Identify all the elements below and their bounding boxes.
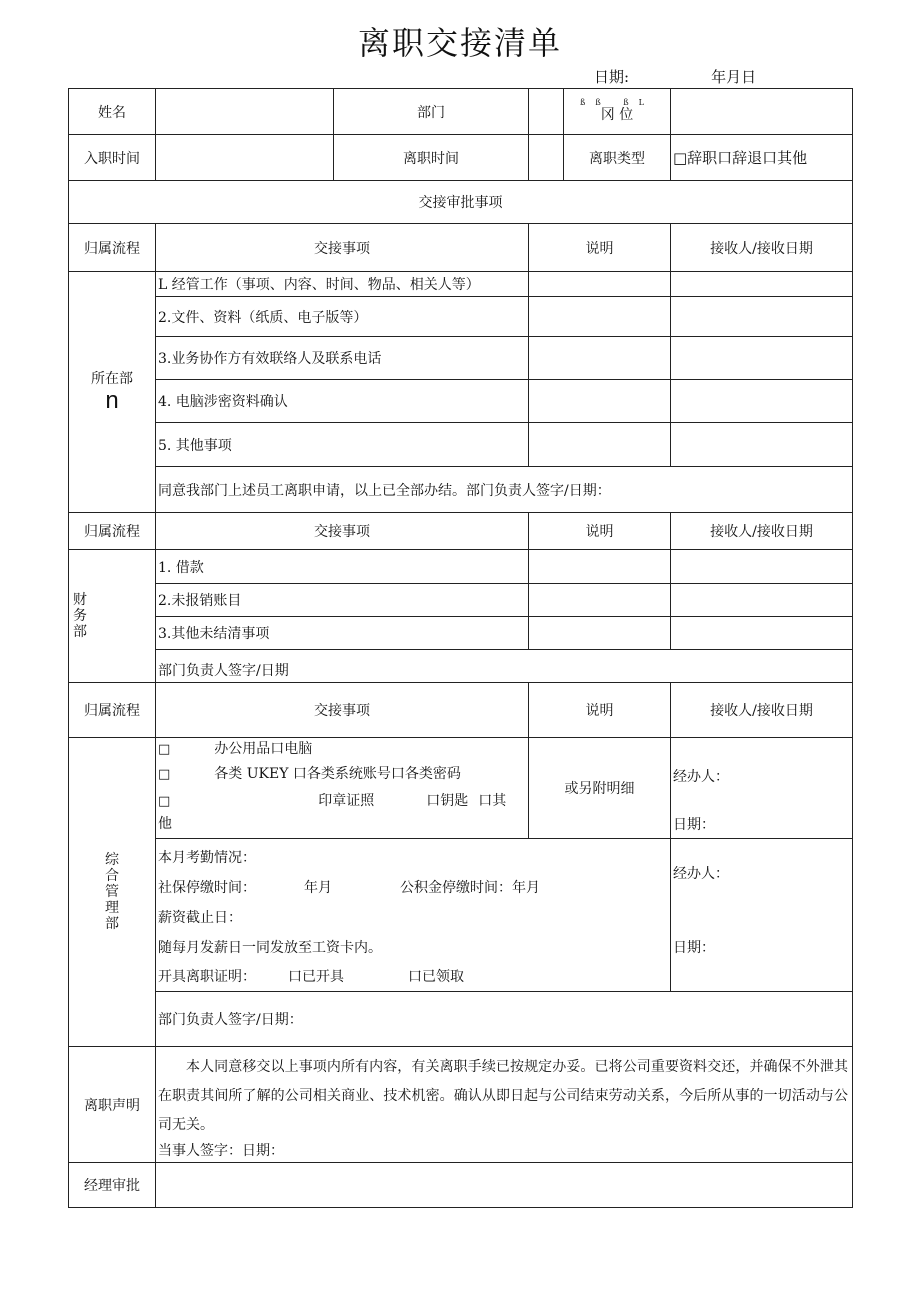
dept-block-label-line1: 所在部 xyxy=(91,371,133,387)
dept-item-1-note[interactable] xyxy=(529,272,671,297)
header-note: 说明 xyxy=(529,683,671,738)
admin-handler-label: 经办人： xyxy=(673,769,729,785)
dept-label: 部门 xyxy=(334,89,529,135)
position-small-text: ßß ßL xyxy=(580,97,654,107)
date-line xyxy=(594,66,756,87)
dept-item-5-receiver[interactable] xyxy=(671,423,853,467)
admin-block-label-text: 综合管理部 xyxy=(105,851,119,933)
manager-approval-label: 经理审批 xyxy=(69,1163,156,1208)
leave-time-field[interactable] xyxy=(529,135,564,181)
finance-item-2: 2.未报销账目 xyxy=(156,584,529,617)
dept-item-3-note[interactable] xyxy=(529,337,671,380)
admin-checklist-row2: 各类 UKEY 口各类系统账号口各类密码 xyxy=(214,766,461,782)
admin-hr-lines xyxy=(156,839,671,992)
hr-cert-received[interactable]: 口已领取 xyxy=(408,969,464,985)
dept-item-1: L 经管工作（事项、内容、时间、物品、相关人等） xyxy=(156,272,529,297)
hire-time-label: 入职时间 xyxy=(69,135,156,181)
dept-field[interactable] xyxy=(529,89,564,135)
name-field[interactable] xyxy=(156,89,334,135)
admin-checklist xyxy=(156,738,529,839)
finance-sign-text: 部门负责人签字/日期 xyxy=(156,650,853,683)
dept-item-3: 3.业务协作方有效联络人及联系电话 xyxy=(156,337,529,380)
declaration-cell xyxy=(156,1047,853,1163)
leave-time-label: 离职时间 xyxy=(334,135,529,181)
hr-salary-end: 薪资截止日： xyxy=(158,910,242,926)
dept-item-4-note[interactable] xyxy=(529,380,671,423)
admin-checklist-row1: 办公用品口电脑 xyxy=(214,741,313,757)
header-receiver: 接收人/接收日期 xyxy=(671,224,853,272)
dept-item-4-receiver[interactable] xyxy=(671,380,853,423)
leave-type-options[interactable]: □辞职口辞退口其他 xyxy=(671,135,853,181)
manager-approval-field[interactable] xyxy=(156,1163,853,1208)
dept-block-label-line2: n xyxy=(105,386,119,414)
hr-fund-label: 公积金停缴时间：年月 xyxy=(400,880,540,896)
finance-item-3-note[interactable] xyxy=(529,617,671,650)
checkbox-icon[interactable]: □ xyxy=(158,794,171,809)
header-receiver: 接收人/接收日期 xyxy=(671,683,853,738)
admin-checklist-row4: 他 xyxy=(158,816,172,832)
handover-form xyxy=(68,88,853,1208)
finance-block-label-text: 财务部 xyxy=(73,591,87,641)
hr-date-label: 日期： xyxy=(673,940,715,956)
header-items: 交接事项 xyxy=(156,224,529,272)
dept-item-4: 4. 电脑涉密资料确认 xyxy=(156,380,529,423)
admin-checklist-note: 或另附明细 xyxy=(529,738,671,839)
hr-social-ym: 年月 xyxy=(304,880,332,896)
leave-type-label: 离职类型 xyxy=(564,135,671,181)
header-process: 归属流程 xyxy=(69,683,156,738)
dept-item-2: 2.文件、资料（纸质、电子版等） xyxy=(156,297,529,337)
header-note: 说明 xyxy=(529,513,671,550)
date-ymd: 年月日 xyxy=(711,68,757,86)
finance-item-3-receiver[interactable] xyxy=(671,617,853,650)
finance-block-label xyxy=(69,550,156,683)
finance-item-2-note[interactable] xyxy=(529,584,671,617)
header-items: 交接事项 xyxy=(156,513,529,550)
checkbox-icon[interactable]: □ xyxy=(158,742,171,757)
hr-attendance: 本月考勤情况： xyxy=(158,850,256,866)
position-label-cell xyxy=(564,89,671,135)
declaration-sign: 当事人签字：日期： xyxy=(158,1143,284,1159)
position-label: 冈 位 xyxy=(600,106,634,123)
hire-time-field[interactable] xyxy=(156,135,334,181)
dept-block-label xyxy=(69,272,156,513)
admin-checklist-seal: 印章证照 xyxy=(318,793,375,809)
declaration-label: 离职声明 xyxy=(69,1047,156,1163)
admin-block-label xyxy=(69,738,156,1047)
hr-social-label: 社保停缴时间： xyxy=(158,880,256,896)
admin-checklist-handler-cell xyxy=(671,738,853,839)
checkbox-icon[interactable]: □ xyxy=(158,767,171,782)
declaration-text: 本人同意移交以上事项内所有内容，有关离职手续已按规定办妥。已将公司重要资料交还，并确保不外泄其在职责其间所了解的公司相关商业、技术机密。确认从即日起与公司结束劳动关系，今后所从事的一切活动与公司无关。 xyxy=(158,1059,848,1133)
finance-item-2-receiver[interactable] xyxy=(671,584,853,617)
form-title: 离职交接清单 xyxy=(357,24,562,62)
dept-item-2-receiver[interactable] xyxy=(671,297,853,337)
finance-item-1-note[interactable] xyxy=(529,550,671,584)
admin-checklist-key: 口钥匙 xyxy=(426,793,469,809)
admin-hr-handler-cell xyxy=(671,839,853,992)
dept-item-3-receiver[interactable] xyxy=(671,337,853,380)
name-label: 姓名 xyxy=(69,89,156,135)
admin-date-label: 日期： xyxy=(673,817,715,833)
finance-item-3: 3.其他未结清事项 xyxy=(156,617,529,650)
admin-sign-text: 部门负责人签字/日期： xyxy=(156,992,853,1047)
dept-item-1-receiver[interactable] xyxy=(671,272,853,297)
header-process: 归属流程 xyxy=(69,224,156,272)
header-receiver: 接收人/接收日期 xyxy=(671,513,853,550)
date-label: 日期: xyxy=(594,68,630,86)
header-process: 归属流程 xyxy=(69,513,156,550)
header-note: 说明 xyxy=(529,224,671,272)
hr-salary-pay: 随每月发薪日一同发放至工资卡内。 xyxy=(158,940,382,956)
hr-cert-label: 开具离职证明： xyxy=(158,969,256,985)
dept-item-2-note[interactable] xyxy=(529,297,671,337)
section-title: 交接审批事项 xyxy=(69,181,853,224)
dept-item-5-note[interactable] xyxy=(529,423,671,467)
hr-cert-opened[interactable]: 口已开具 xyxy=(288,969,344,985)
hr-handler-label: 经办人： xyxy=(673,866,729,882)
position-field[interactable] xyxy=(671,89,853,135)
header-items: 交接事项 xyxy=(156,683,529,738)
dept-item-5: 5. 其他事项 xyxy=(156,423,529,467)
finance-item-1: 1. 借款 xyxy=(156,550,529,584)
admin-checklist-other: 口其 xyxy=(478,793,507,809)
finance-item-1-receiver[interactable] xyxy=(671,550,853,584)
dept-approval-text: 同意我部门上述员工离职申请，以上已全部办结。部门负责人签字/日期： xyxy=(156,467,853,513)
